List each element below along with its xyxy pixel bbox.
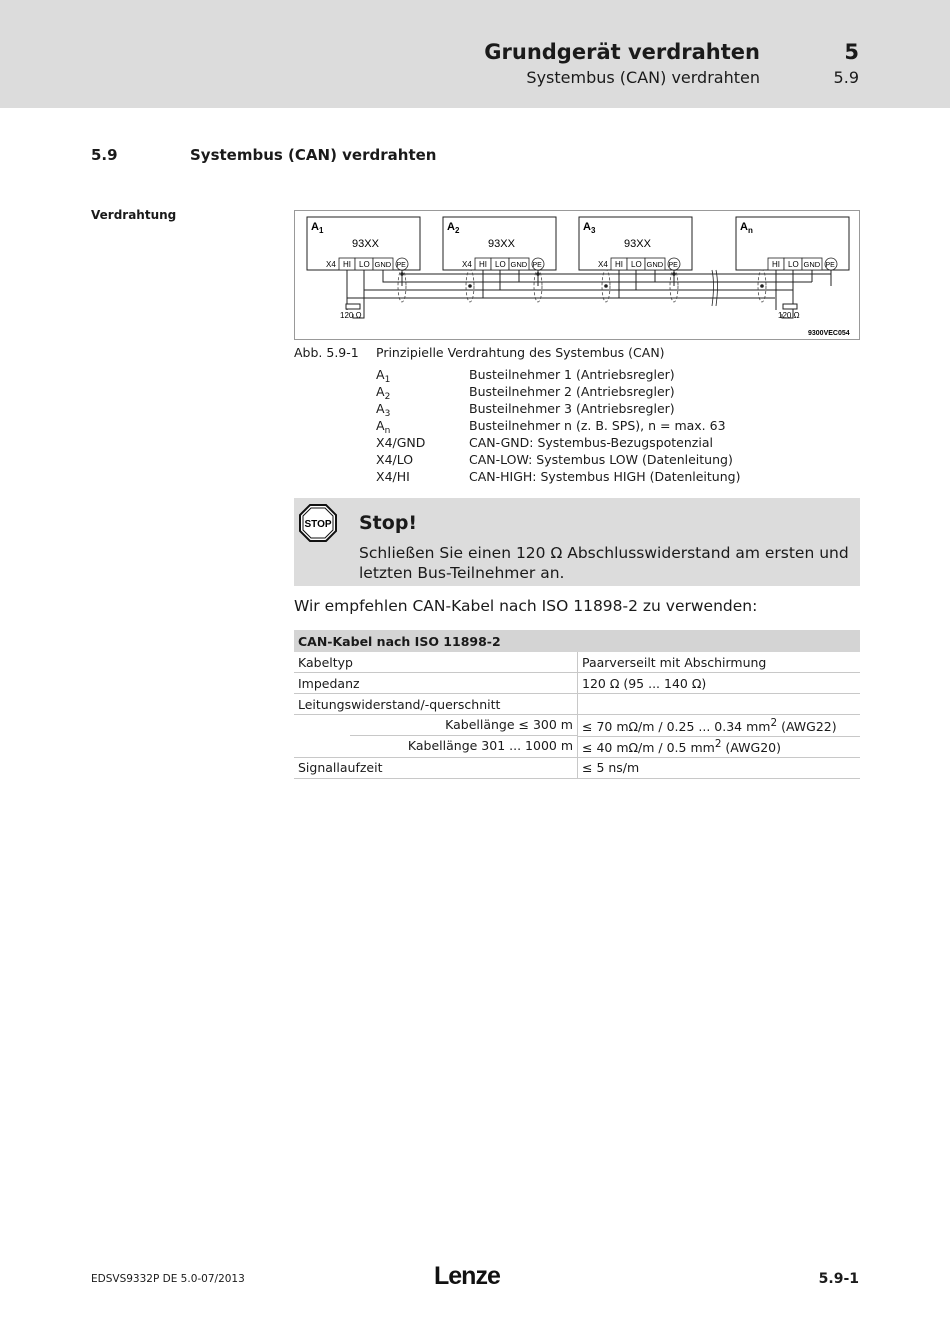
svg-text:X4: X4 xyxy=(326,260,336,269)
table-cell: Kabellänge 301 ... 1000 m xyxy=(294,736,578,757)
svg-text:X4: X4 xyxy=(598,260,608,269)
device-a2 xyxy=(443,217,556,270)
section-number: 5.9 xyxy=(91,146,118,164)
svg-text:Lenze: Lenze xyxy=(434,1262,500,1290)
section-title: Systembus (CAN) verdrahten xyxy=(190,146,437,164)
table-cell: ≤ 40 mΩ/m / 0.5 $mm^2$ (AWG20) xyxy=(578,736,861,757)
svg-text:GND: GND xyxy=(646,260,664,269)
svg-text:HI: HI xyxy=(615,260,623,269)
svg-text:PE: PE xyxy=(396,262,406,269)
header-section-title: Systembus (CAN) verdrahten xyxy=(526,68,760,87)
table-cell: Kabeltyp xyxy=(294,652,578,673)
side-label: Verdrahtung xyxy=(91,208,177,222)
svg-text:PE: PE xyxy=(825,262,835,269)
lenze-logo xyxy=(434,1260,514,1290)
stop-icon xyxy=(299,504,337,542)
svg-text:HI: HI xyxy=(772,260,780,269)
cable-table xyxy=(294,630,860,779)
stop-title: Stop! xyxy=(359,512,418,534)
wiring-diagram xyxy=(294,210,860,340)
svg-text:An: $A_n$ xyxy=(740,221,753,235)
figure-label: Abb. 5.9-1 xyxy=(294,345,359,360)
svg-text:X4: X4 xyxy=(462,260,472,269)
table-row xyxy=(294,715,860,737)
svg-text:A1: $A_1$ xyxy=(311,221,324,235)
table-cell: Impedanz xyxy=(294,673,578,694)
table-row xyxy=(294,694,860,715)
svg-text:GND: GND xyxy=(803,260,821,269)
table-row xyxy=(294,757,860,778)
svg-text:93XX: 93XX xyxy=(624,238,651,250)
page-number: 5.9-1 xyxy=(818,1271,859,1287)
table-header: CAN-Kabel nach ISO 11898-2 xyxy=(294,630,860,652)
table-cell: Paarverseilt mit Abschirmung xyxy=(578,652,861,673)
svg-text:HI: HI xyxy=(343,260,351,269)
table-header-row xyxy=(294,630,860,652)
table-cell: Leitungswiderstand/-querschnitt xyxy=(294,694,578,715)
svg-text:PE: PE xyxy=(668,262,678,269)
stop-text: Schließen Sie einen 120 Ω Abschlusswiderstand am ersten und letzten Bus-Teilnehmer an. xyxy=(359,544,849,582)
diagram-code: 9300VEC054 xyxy=(808,330,850,337)
device-an xyxy=(736,217,849,270)
resistor-left-label: 120 Ω xyxy=(340,311,362,320)
svg-text:HI: HI xyxy=(479,260,487,269)
table-cell: Signallaufzeit xyxy=(294,757,578,778)
svg-text:A3: $A_3$ xyxy=(583,221,596,235)
table-cell xyxy=(578,694,861,715)
svg-text:93XX: 93XX xyxy=(488,238,515,250)
resistor-right-label: 120 Ω xyxy=(778,311,800,320)
svg-text:93XX: 93XX xyxy=(352,238,379,250)
stop-notice xyxy=(294,498,860,586)
device-a1 xyxy=(307,217,420,270)
svg-text:LO: LO xyxy=(359,260,370,269)
table-cell: 120 Ω (95 ... 140 Ω) xyxy=(578,673,861,694)
svg-text:LO: LO xyxy=(788,260,799,269)
device-a3 xyxy=(579,217,692,270)
figure-caption-text: Prinzipielle Verdrahtung des Systembus (CAN) xyxy=(376,345,665,360)
svg-text:A2: $A_2$ xyxy=(447,221,460,235)
svg-text:GND: GND xyxy=(510,260,528,269)
footer-doc-id: EDSVS9332P DE 5.0-07/2013 xyxy=(91,1273,245,1285)
table-row xyxy=(294,673,860,694)
svg-text:PE: PE xyxy=(532,262,542,269)
header-band xyxy=(0,0,950,108)
chapter-number: 5 xyxy=(844,40,859,64)
table-row xyxy=(294,652,860,673)
table-cell: ≤ 5 ns/m xyxy=(578,757,861,778)
svg-text:LO: LO xyxy=(631,260,642,269)
recommend-text: Wir empfehlen CAN-Kabel nach ISO 11898-2 zu verwenden: xyxy=(294,597,758,615)
table-row xyxy=(294,736,860,757)
svg-text:GND: GND xyxy=(374,260,392,269)
table-cell: Kabellänge ≤ 300 m xyxy=(294,715,578,737)
chapter-title: Grundgerät verdrahten xyxy=(484,40,760,64)
svg-text:STOP: STOP xyxy=(304,519,332,530)
header-section-number: 5.9 xyxy=(833,68,859,87)
svg-text:LO: LO xyxy=(495,260,506,269)
table-cell: ≤ 70 mΩ/m / 0.25 ... 0.34 $mm^2$ (AWG22) xyxy=(578,715,861,737)
